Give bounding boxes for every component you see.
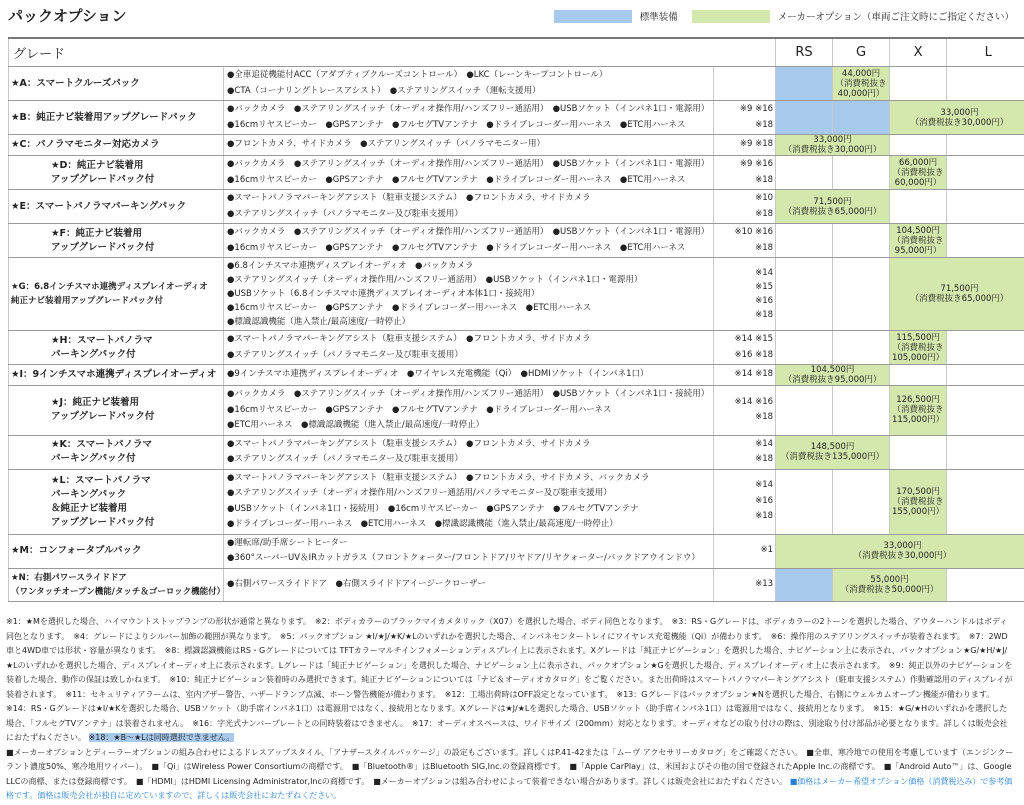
- cell-l-empty: [947, 435, 1024, 469]
- cell-x-price: 66,000円 （消費税抜き 60,000円）: [890, 156, 947, 190]
- cell-g-empty: [833, 156, 890, 190]
- cell-gx-price: 55,000円 （消費税抜き50,000円）: [833, 568, 947, 601]
- pack-notes: ※14 ※15 ※16 ※18: [714, 331, 776, 365]
- cell-l-empty: [947, 568, 1024, 601]
- cell-g-empty: [833, 331, 890, 365]
- cell-rsg-price: 148,500円 （消費税抜き135,000円）: [776, 435, 890, 469]
- cell-g-empty: [833, 224, 890, 258]
- footnote-trademarks: ■メーカーオプションとディーラーオプションの組み合わせによるドレスアップスタイル、「アナザースタイルパッケージ」の設定もございます。詳しくはP.41-42または「ムーヴ アクセサリーカタログ」をご確認ください。 ■全車、寒冷地での使用を考慮しています（エンジンクーラント濃度50%、寒冷地用ワイパー）。 ■「Qi」はWireless Power Consortiumの商標です。 ■「Bluetooth®」はBluetooth SIG,Inc.の登録商標です。 ■「Apple CarPlay」は、米国およびその他の国で登録されたApple Inc.の商標です。 ■「Android Auto™」は、Google LLCの商標、または登録商標です。 ■「HDMI」はHDMI Licensing Administrator,Incの商標です。 ■メーカーオプションは組み合わせによって装着できない場合があります。詳しくは販売会社におたずねください。: [6, 747, 1014, 786]
- pack-notes: ※9 ※18: [714, 135, 776, 156]
- pack-items: ●バックカメラ ●ステアリングスイッチ（オーディオ操作用/ハンズフリー通話用） ●USBソケット（インパネ1口・電源用） ●16cmリヤスピーカー ●GPSアンテナ ●フルセグTVアンテナ ●ドライブレコーダー用ハーネス ●ETC用ハーネス: [224, 224, 714, 258]
- legend-standard-label: 標準装備: [639, 12, 678, 23]
- pack-notes: ※9 ※16 ※18: [714, 156, 776, 190]
- cell-rs-standard: [776, 67, 833, 101]
- table-row: [9, 135, 1024, 156]
- table-row: [9, 435, 1024, 469]
- cell-rs-standard: [776, 568, 833, 601]
- pack-notes: [714, 67, 776, 101]
- grade-x-header: X: [890, 38, 947, 67]
- table-row: [9, 156, 1024, 190]
- pack-items: ●スマートパノラマパーキングアシスト（駐車支援システム） ●フロントカメラ、サイドカメラ ●ステアリングスイッチ（パノラマモニター及び駐車支援用）: [224, 190, 714, 224]
- pack-notes: ※14 ※18: [714, 435, 776, 469]
- cell-rs-standard: [776, 101, 833, 135]
- cell-l-empty: [947, 386, 1024, 436]
- cell-l-empty: [947, 135, 1024, 156]
- grade-l-header: L: [947, 38, 1024, 67]
- cell-g-standard: [833, 101, 890, 135]
- cell-x-empty: [890, 190, 947, 224]
- cell-x-empty: [890, 365, 947, 386]
- cell-rs-empty: [776, 156, 833, 190]
- pack-notes: ※10 ※18: [714, 190, 776, 224]
- pack-name: ★D：純正ナビ装着用 アップグレードパック付: [9, 156, 224, 190]
- cell-l-empty: [947, 190, 1024, 224]
- grade-rs-header: RS: [776, 38, 833, 67]
- pack-name: ★K：スマートパノラマ パーキングパック付: [9, 435, 224, 469]
- cell-x-price: 126,500円 （消費税抜き 115,000円）: [890, 386, 947, 436]
- pack-items: ●バックカメラ ●ステアリングスイッチ（オーディオ操作用/ハンズフリー通話用） ●USBソケット（インパネ1口・電源用） ●16cmリヤスピーカー ●GPSアンテナ ●フルセグTVアンテナ ●ドライブレコーダー用ハーネス ●ETC用ハーネス: [224, 101, 714, 135]
- pack-name: ★L：スマートパノラマ パーキングパック ＆純正ナビ装着用 アップグレードパック付: [9, 469, 224, 534]
- pack-notes: ※14 ※18: [714, 365, 776, 386]
- pack-name: ★E：スマートパノラマパーキングパック: [9, 190, 224, 224]
- pack-name: ★C：パノラマモニター対応カメラ: [9, 135, 224, 156]
- pack-name: ★A：スマートクルーズパック: [9, 67, 224, 101]
- footnote-price-note: ■価格はメーカー希望オプション価格（消費税込み）で参考価格です。価格は販売会社が独自に定めていますので、詳しくは販売会社におたずねください。: [6, 776, 1013, 800]
- cell-rs-empty: [776, 224, 833, 258]
- cell-g-empty: [833, 386, 890, 436]
- cell-x-price: 115,500円 （消費税抜き 105,000円）: [890, 331, 947, 365]
- cell-x-empty: [890, 67, 947, 101]
- pack-items: ●右側パワースライドドア ●右側スライドドアイージークローザー: [224, 568, 714, 601]
- footnote-highlight: ※18：★B～★Lは同時選択できません。: [88, 733, 235, 742]
- pack-name: ★G：6.8インチスマホ連携ディスプレイオーディオ 純正ナビ装着用アップグレードパック付: [9, 258, 224, 331]
- pack-name: ★I：9インチスマホ連携ディスプレイオーディオ: [9, 365, 224, 386]
- pack-name: ★H：スマートパノラマ パーキングパック付: [9, 331, 224, 365]
- cell-rs-empty: [776, 469, 833, 534]
- footnote-text: ※1：★Mを選択した場合、ハイマウントストップランプの形状が通常と異なります。 ※2：ボディカラーのブラックマイカメタリック（X07）を選択した場合、ボディ同色となります。 ※3：RS・Gグレードは、ボディカラーの2トーンを選択した場合、アウターハンドルはボディ同色となります。 ※4：グレードによりシルバー加飾の範囲が異なります。 ※5：パックオプション ★I/★J/★K/★Lのいずれかを選択した場合、インパネセンタートレイにワイヤレス充電機能（Qi）が備わります。 ※6：操作用のステアリングスイッチが装着されます。 ※7：2WD車と4WD車では形状・容量が異なります。 ※8：標識認識機能はRS・Gグレードについては TFTカラーマルチインフォメーションディスプレイ上に表示されます。Xグレードは「純正ナビゲーション」を選択した場合、ナビゲーション上に表示され、パックオプション★G/★H/★J/★Lのいずれかを選択した場合、ディスプレイオーディオ上に表示されます。Lグレードは「純正ナビゲーション」を選択した場合、ナビゲーション上に表示され、パックオプション★Gを選択した場合、ディスプレイオーディオ上に表示されます。 ※9：純正以外のナビゲーションを装着した場合、動作の保証は致しかねます。 ※10：純正ナビゲーション装着時のみ選択できます。純正ナビゲーションについては「ナビ＆オーディオカタログ」をご覧ください。また出荷時はスマートパノラマパーキングアシスト（駐車支援システム）作動確認用のディスプレイが装着されます。 ※11：セキュリティアラームは、室内ブザー警告、ハザードランプ点滅、ホーン警告機能が備わります。 ※12：工場出荷時はOFF設定となっています。 ※13：Gグレードはパックオプション★Nを選択した場合、右側にウェルカムオープン機能が備わります。 ※14：RS・Gグレードは★I/★Kを選択した場合、USBソケット（助手席インパネ1口）は電源用ではなく、接続用となります。Xグレードは★J/★Lを選択した場合、USBソケット（助手席インパネ1口）は電源用ではなく、接続用となります。 ※15：★G/★Hのいずれかを選択した場合、「フルセグTVアンテナ」は装着されません。 ※16：字光式ナンバープレートとの同時装着はできません。 ※17：オーディオスペースは、ワイドサイズ（200mm）対応となります。オーディオなどの取り付けの際は、別途取り付け部品が必要となります。詳しくは販売会社におたずねください。: [6, 617, 1013, 742]
- cell-l-empty: [947, 67, 1024, 101]
- pack-items: ●運転席/助手席シートヒーター ●360°スーパーUV＆IRカットガラス（フロントクォーター/フロントドア/リヤドア/リヤクォーター/バックドアウインドウ）: [224, 534, 714, 568]
- pack-items: ●バックカメラ ●ステアリングスイッチ（オーディオ操作用/ハンズフリー通話用） ●USBソケット（インパネ1口・電源用） ●16cmリヤスピーカー ●GPSアンテナ ●フルセグTVアンテナ ●ドライブレコーダー用ハーネス ●ETC用ハーネス: [224, 156, 714, 190]
- table-row: [9, 469, 1024, 534]
- cell-l-empty: [947, 156, 1024, 190]
- cell-g-empty: [833, 469, 890, 534]
- table-row: [9, 365, 1024, 386]
- page-title: パックオプション: [8, 7, 127, 25]
- cell-l-empty: [947, 331, 1024, 365]
- pack-name: ★F：純正ナビ装着用 アップグレードパック付: [9, 224, 224, 258]
- grade-header: グレード: [9, 38, 776, 67]
- pack-name: ★N：右側パワースライドドア （ワンタッチオープン機能/タッチ＆ゴーロック機能付）: [9, 568, 224, 601]
- cell-rsg-price: 104,500円 （消費税抜き95,000円）: [776, 365, 890, 386]
- pack-option-table: [8, 37, 1024, 602]
- legend: [554, 9, 1014, 23]
- legend-standard-swatch: [554, 10, 632, 23]
- cell-l-empty: [947, 365, 1024, 386]
- pack-notes: ※14 ※16 ※18: [714, 386, 776, 436]
- pack-name: ★J：純正ナビ装着用 アップグレードパック付: [9, 386, 224, 436]
- cell-rs-empty: [776, 386, 833, 436]
- cell-x-empty: [890, 135, 947, 156]
- table-row: [9, 258, 1024, 331]
- footnotes: [6, 615, 1014, 804]
- cell-x-price: 104,500円 （消費税抜き 95,000円）: [890, 224, 947, 258]
- cell-g-empty: [833, 258, 890, 331]
- pack-notes: ※1: [714, 534, 776, 568]
- table-row: [9, 101, 1024, 135]
- table-row: [9, 67, 1024, 101]
- table-row: [9, 534, 1024, 568]
- cell-x-empty: [890, 435, 947, 469]
- cell-rsg-price: 71,500円 （消費税抜き65,000円）: [776, 190, 890, 224]
- table-row: [9, 386, 1024, 436]
- table-row: [9, 224, 1024, 258]
- cell-xl-price: 33,000円 （消費税抜き30,000円）: [890, 101, 1024, 135]
- cell-rsg-price: 33,000円 （消費税抜き30,000円）: [776, 135, 890, 156]
- pack-name: ★B：純正ナビ装着用アップグレードパック: [9, 101, 224, 135]
- table-row: [9, 568, 1024, 601]
- table-row: [9, 331, 1024, 365]
- pack-items: ●フロントカメラ、サイドカメラ ●ステアリングスイッチ（パノラマモニター用）: [224, 135, 714, 156]
- cell-all-price: 33,000円 （消費税抜き30,000円）: [776, 534, 1024, 568]
- cell-g-price: 44,000円 （消費税抜き 40,000円）: [833, 67, 890, 101]
- pack-items: ●スマートパノラマパーキングアシスト（駐車支援システム） ●フロントカメラ、サイドカメラ ●ステアリングスイッチ（パノラマモニター及び駐車支援用）: [224, 435, 714, 469]
- pack-items: ●スマートパノラマパーキングアシスト（駐車支援システム） ●フロントカメラ、サイドカメラ ●ステアリングスイッチ（パノラマモニター及び駐車支援用）: [224, 331, 714, 365]
- cell-l-empty: [947, 469, 1024, 534]
- table-header: [9, 38, 1024, 67]
- pack-items: ●スマートパノラマパーキングアシスト（駐車支援システム） ●フロントカメラ、サイドカメラ、バックカメラ ●ステアリングスイッチ（オーディオ操作用/ハンズフリー通話用/パノラマモニター及び駐車支援用） ●USBソケット（インパネ1口・接続用） ●16cmリヤスピーカー ●GPSアンテナ ●フルセグTVアンテナ ●ドライブレコーダー用ハーネス ●ETC用ハーネス ●標識認識機能（進入禁止/最高速度/一時停止）: [224, 469, 714, 534]
- pack-items: ●全車追従機能付ACC（アダプティブクルーズコントロール） ●LKC（レーンキープコントロール） ●CTA（コーナリングトレースアシスト） ●ステアリングスイッチ（運転支援用）: [224, 67, 714, 101]
- cell-rs-empty: [776, 331, 833, 365]
- pack-items: ●9インチスマホ連携ディスプレイオーディオ ●ワイヤレス充電機能（Qi） ●HDMIソケット（インパネ1口）: [224, 365, 714, 386]
- pack-notes: ※14 ※16 ※18: [714, 469, 776, 534]
- pack-items: ●バックカメラ ●ステアリングスイッチ（オーディオ操作用/ハンズフリー通話用） ●USBソケット（インパネ1口・接続用） ●16cmリヤスピーカー ●GPSアンテナ ●フルセグTVアンテナ ●ドライブレコーダー用ハーネス ●ETC用ハーネス ●標識認識機能（進入禁止/最高速度/一時停止）: [224, 386, 714, 436]
- pack-name: ★M：コンフォータブルパック: [9, 534, 224, 568]
- cell-x-price: 170,500円 （消費税抜き 155,000円）: [890, 469, 947, 534]
- cell-xl-price: 71,500円 （消費税抜き65,000円）: [890, 258, 1024, 331]
- pack-notes: ※13: [714, 568, 776, 601]
- legend-maker-label: メーカーオプション（車両ご注文時にご指定ください）: [777, 12, 1014, 23]
- table-row: [9, 190, 1024, 224]
- pack-notes: ※9 ※16 ※18: [714, 101, 776, 135]
- cell-rs-empty: [776, 258, 833, 331]
- grade-g-header: G: [833, 38, 890, 67]
- legend-maker-swatch: [692, 10, 770, 23]
- pack-items: ●6.8インチスマホ連携ディスプレイオーディオ ●バックカメラ ●ステアリングスイッチ（オーディオ操作用/ハンズフリー通話用） ●USBソケット（インパネ1口・電源用） ●USBソケット（6.8インチスマホ連携ディスプレイオーディオ本体1口・接続用） ●16cmリヤスピーカー ●GPSアンテナ ●ドライブレコーダー用ハーネス ●ETC用ハーネス ●標識認識機能（進入禁止/最高速度/一時停止）: [224, 258, 714, 331]
- cell-l-empty: [947, 224, 1024, 258]
- pack-notes: ※10 ※16 ※18: [714, 224, 776, 258]
- pack-notes: ※14 ※15 ※16 ※18: [714, 258, 776, 331]
